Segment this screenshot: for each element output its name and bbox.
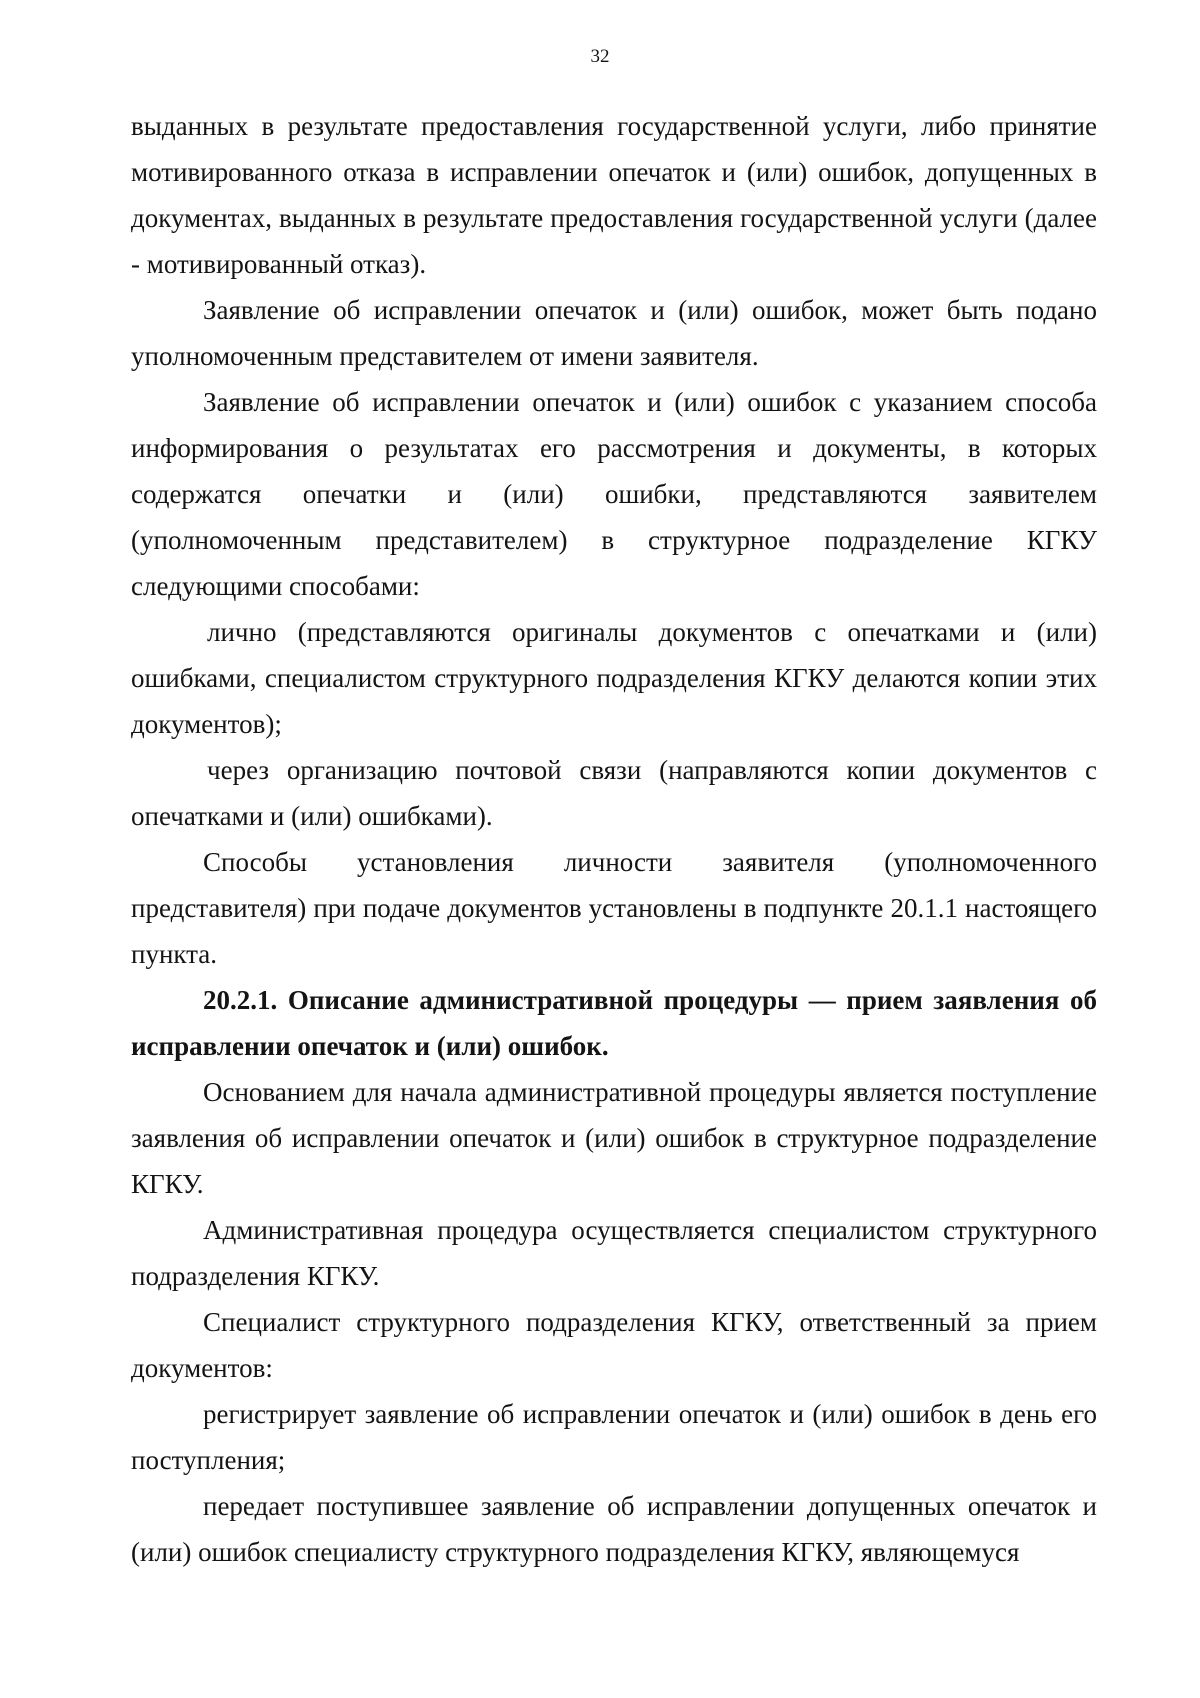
paragraph-performer: Административная процедура осуществляется специалистом структурного подразделения КГКУ. bbox=[131, 1215, 1097, 1291]
paragraph-basis: Основанием для начала административной процедуры является поступление заявления об исправлении опечаток и (или) ошибок в структурное подразделение КГКУ. bbox=[131, 1077, 1097, 1199]
paragraph-identity: Способы установления личности заявителя (уполномоченного представителя) при подаче документов установлены в подпункте 20.1.1 настоящего пункта. bbox=[131, 847, 1097, 969]
paragraph-specialist: Специалист структурного подразделения КГКУ, ответственный за прием документов: bbox=[131, 1307, 1097, 1383]
paragraph-registers: регистрирует заявление об исправлении опечаток и (или) ошибок в день его поступления; bbox=[131, 1399, 1097, 1475]
section-heading: 20.2.1. Описание административной процедуры — прием заявления об исправлении опечаток и (или) ошибок. bbox=[131, 985, 1097, 1061]
paragraph-representative: Заявление об исправлении опечаток и (или) ошибок, может быть подано уполномоченным представителем от имени заявителя. bbox=[131, 295, 1097, 371]
list-item-postal: через организацию почтовой связи (направляются копии документов с опечатками и (или) ошибками). bbox=[131, 755, 1097, 831]
paragraph-continuation: выданных в результате предоставления государственной услуги, либо принятие мотивированного отказа в исправлении опечаток и (или) ошибок, допущенных в документах, выданных в результате предоставления государственной услуги (далее - мотивированный отказ). bbox=[131, 111, 1097, 279]
paragraph-submission-methods: Заявление об исправлении опечаток и (или) ошибок с указанием способа информирования о результатах его рассмотрения и документы, в которых содержатся опечатки и (или) ошибки, представляются заявителем (уполномоченным представителем) в структурное подразделение КГКУ следующими способами: bbox=[131, 387, 1097, 601]
paragraph-transfers: передает поступившее заявление об исправлении допущенных опечаток и (или) ошибок специалисту структурного подразделения КГКУ, являющемуся bbox=[131, 1491, 1097, 1567]
document-body bbox=[131, 103, 1097, 1575]
list-item-in-person: лично (представляются оригиналы документов с опечатками и (или) ошибками, специалистом структурного подразделения КГКУ делаются копии этих документов); bbox=[131, 617, 1097, 739]
page-number: 32 bbox=[590, 46, 610, 67]
